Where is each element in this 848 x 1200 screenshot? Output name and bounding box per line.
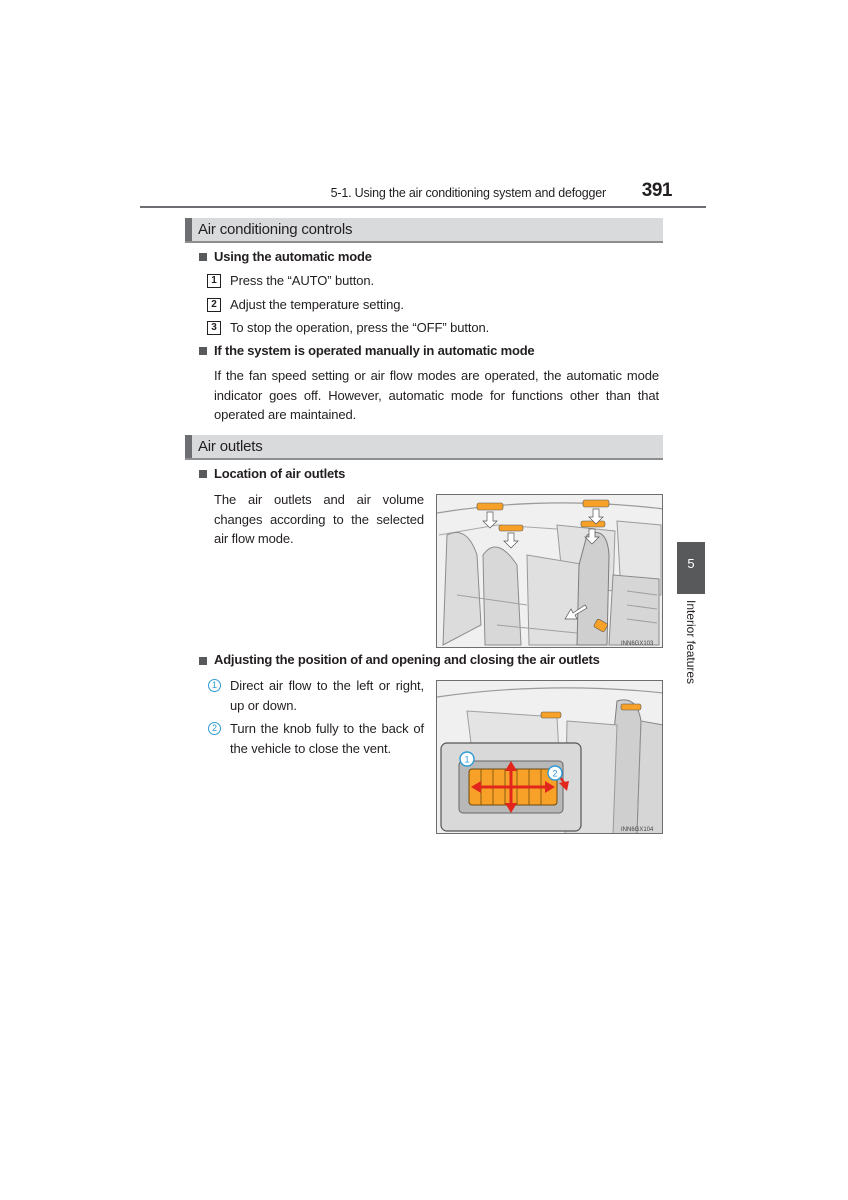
- step-number-2: 2: [207, 298, 221, 312]
- running-header-title: 5-1. Using the air conditioning system and defogger: [330, 186, 606, 200]
- bullet-square-icon: [199, 657, 207, 665]
- page-number: 391: [641, 180, 672, 201]
- header-rule: [140, 206, 706, 208]
- step-text-1: Press the “AUTO” button.: [230, 273, 375, 288]
- subheading-manual-in-auto: If the system is operated manually in automatic mode: [214, 343, 535, 358]
- section-heading-air-conditioning-controls: [185, 218, 663, 243]
- section-accent: [185, 218, 192, 241]
- bullet-square-icon: [199, 253, 207, 261]
- cabin-illustration: [437, 495, 663, 648]
- section-title: Air outlets: [198, 438, 263, 455]
- bullet-square-icon: [199, 470, 207, 478]
- figure-code: INN6GX103: [621, 641, 654, 647]
- subheading-location: Location of air outlets: [214, 466, 346, 481]
- circled-number-2: 2: [208, 722, 221, 735]
- vent-illustration: [437, 681, 663, 834]
- step-text-3: To stop the operation, press the “OFF” button.: [230, 320, 490, 335]
- section-accent: [185, 435, 192, 458]
- chapter-tab-label: [677, 600, 705, 700]
- paragraph-manual-in-auto: If the fan speed setting or air flow modes are operated, the automatic mode indicator goes off. However, automatic mode for functions other than that operated are maintained.: [214, 368, 659, 422]
- paragraph-location: The air outlets and air volume changes according to the selected air flow mode.: [214, 492, 424, 546]
- subheading-adjusting: Adjusting the position of and opening and closing the air outlets: [214, 652, 600, 667]
- callout-2: 2: [552, 768, 558, 779]
- illustration-air-outlet-locations: [436, 494, 663, 648]
- step-number-1: 1: [207, 274, 221, 288]
- chapter-tab-title: Interior features: [684, 600, 698, 685]
- step-number-3: 3: [207, 321, 221, 335]
- subheading-automatic-mode: Using the automatic mode: [214, 249, 372, 264]
- section-title: Air conditioning controls: [198, 221, 353, 238]
- step-text-2: Adjust the temperature setting.: [230, 297, 404, 312]
- circled-number-1: 1: [208, 679, 221, 692]
- item-text-2: Turn the knob fully to the back of the vehicle to close the vent.: [230, 721, 424, 756]
- bullet-square-icon: [199, 347, 207, 355]
- callout-1: 1: [464, 754, 470, 765]
- item-text-1: Direct air flow to the left or right, up or down.: [230, 678, 424, 713]
- section-heading-air-outlets: [185, 435, 663, 460]
- chapter-tab-number: 5: [677, 542, 705, 594]
- figure-code: INN6GX104: [621, 827, 654, 833]
- illustration-vent-adjustment: [436, 680, 663, 834]
